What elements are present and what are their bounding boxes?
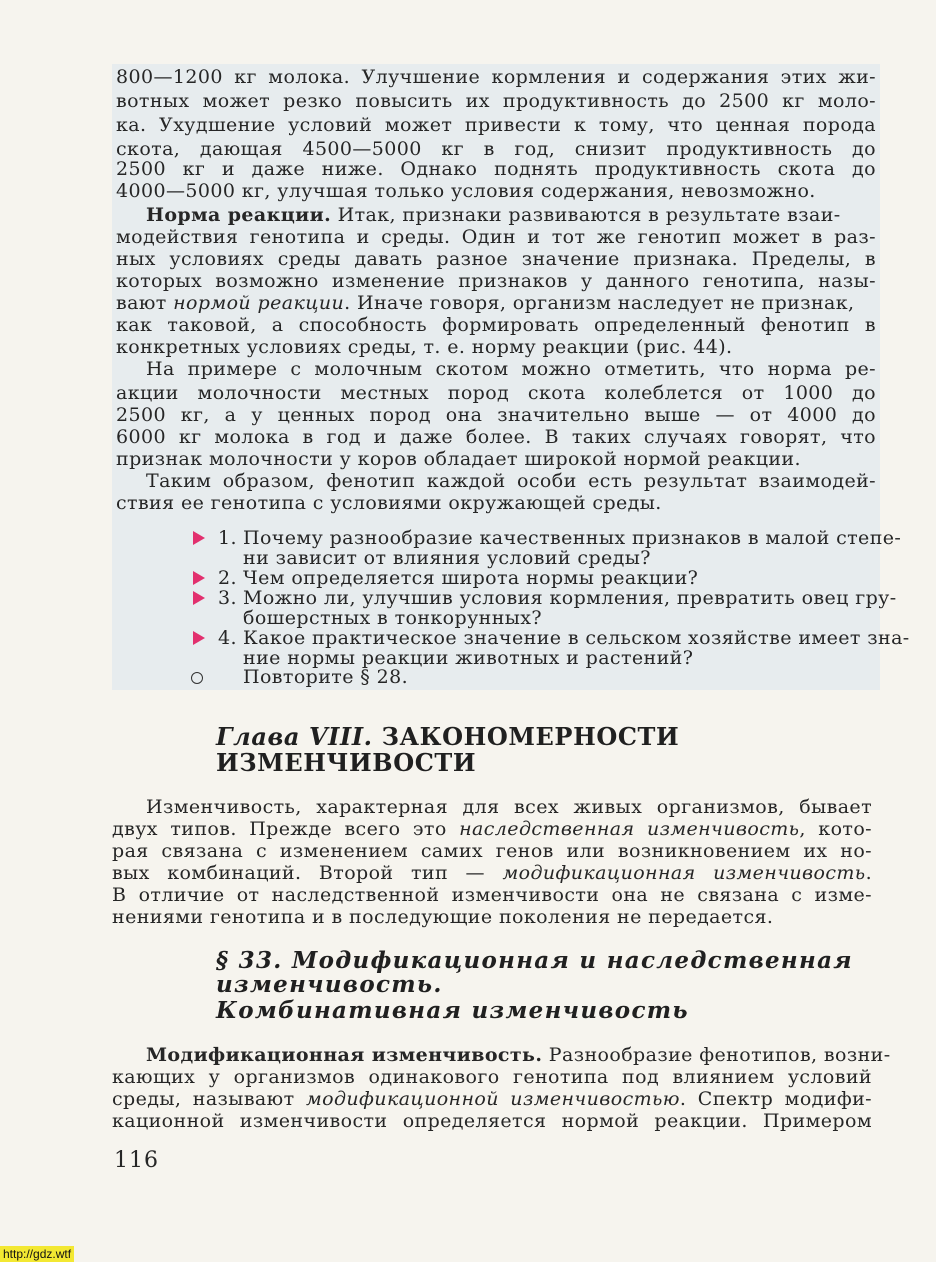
section-title-line-2: изменчивость. <box>216 971 443 998</box>
text-line: 800—1200 кг молока. Улучшение кормления и содержания этих жи- <box>116 66 876 88</box>
text-line: 4000—5000 кг, улучшая только условия содержания, невозможно. <box>116 180 816 202</box>
text-line: рая связана с изменением самих генов или возникновением их но- <box>112 840 872 862</box>
question-number: 1. <box>218 527 237 549</box>
text-line-with-term <box>112 1088 872 1110</box>
question-marker-icon <box>193 631 205 645</box>
text-span: вают <box>116 292 174 314</box>
text-line: конкретных условиях среды, т. е. норму реакции (рис. 44). <box>116 336 733 358</box>
text-line: На примере с молочным скотом можно отметить, что норма ре- <box>146 358 876 380</box>
text-line: акции молочности местных пород скота колеблется от 1000 до <box>116 382 876 404</box>
text-line: модействия генотипа и среды. Один и тот же генотип может в раз- <box>116 226 876 248</box>
text-line: ка. Ухудшение условий может привести к тому, что ценная порода <box>116 114 876 136</box>
repeat-text: Повторите § 28. <box>243 666 409 688</box>
chapter-label: Глава VIII. <box>216 722 373 751</box>
question-text: Можно ли, улучшив условия кормления, превратить овец гру- <box>243 587 897 609</box>
question-number: 4. <box>218 627 237 649</box>
text-line: нениями генотипа и в последующие поколения не передается. <box>112 906 774 928</box>
text-span: двух типов. Прежде всего это <box>112 818 460 840</box>
watermark-label[interactable]: http://gdz.wtf <box>0 1246 74 1262</box>
text-span: . Иначе говоря, организм наследует не признак, <box>344 292 855 314</box>
question-text: бошерстных в тонкорунных? <box>243 607 542 629</box>
text-line: В отличие от наследственной изменчивости она не связана с изме- <box>112 884 872 906</box>
text-line-with-term <box>112 818 872 840</box>
section-title-line-3: Комбинативная изменчивость <box>216 997 689 1024</box>
question-text: Чем определяется широта нормы реакции? <box>243 567 699 589</box>
chapter-title-line-1 <box>216 724 679 750</box>
text-line: ных условиях среды давать разное значение признака. Пределы, в <box>116 248 876 270</box>
text-span: . Спектр модифи- <box>679 1088 872 1110</box>
question-text: ние нормы реакции животных и растений? <box>243 647 694 669</box>
chapter-title-text: ЗАКОНОМЕРНОСТИ <box>381 722 680 751</box>
text-line-with-term <box>116 292 876 314</box>
text-span: , кото- <box>799 818 872 840</box>
norm-term: Норма реакции. <box>146 204 332 226</box>
text-span: Разнообразие фенотипов, возни- <box>548 1044 891 1066</box>
text-line: признак молочности у коров обладает широкой нормой реакции. <box>116 448 801 470</box>
text-line: Изменчивость, характерная для всех живых организмов, бывает <box>146 796 872 818</box>
question-number: 2. <box>218 567 237 589</box>
term-italic: модификационной изменчивостью <box>305 1088 680 1110</box>
question-text: ни зависит от влияния условий среды? <box>243 547 651 569</box>
norm-first-line <box>146 204 876 226</box>
question-marker-icon <box>193 531 205 545</box>
text-span: . <box>865 862 873 884</box>
text-line-with-term <box>112 862 872 884</box>
text-line: которых возможно изменение признаков у данного генотипа, назы- <box>116 270 876 292</box>
text-line: 2500 кг и даже ниже. Однако поднять продуктивность скота до <box>116 158 876 180</box>
text-line: скота, дающая 4500—5000 кг в год, снизит продуктивность до <box>116 138 876 160</box>
mod-term: Модификационная изменчивость. <box>146 1044 543 1066</box>
question-number: 3. <box>218 587 237 609</box>
text-line: ствия ее генотипа с условиями окружающей среды. <box>116 492 662 514</box>
question-marker-icon <box>193 571 205 585</box>
text-line: кационной изменчивости определяется нормой реакции. Примером <box>112 1110 872 1132</box>
text-line: как таковой, а способность формировать определенный фенотип в <box>116 314 876 336</box>
term-italic: наследственная изменчивость <box>459 818 800 840</box>
text-line: 6000 кг молока в год и даже более. В таких случаях говорят, что <box>116 426 876 448</box>
section-title-line-1: § 33. Модификационная и наследственная <box>216 947 853 974</box>
chapter-title-line-2: ИЗМЕНЧИВОСТИ <box>216 748 477 777</box>
text-line: Таким образом, фенотип каждой особи есть результат взаимодей- <box>146 470 876 492</box>
question-marker-icon <box>193 591 205 605</box>
repeat-circle-icon <box>191 672 203 684</box>
text-span: вых комбинаций. Второй тип — <box>112 862 503 884</box>
text-line: вотных может резко повысить их продуктивность до 2500 кг моло- <box>116 90 876 112</box>
norm-line-text: Итак, признаки развиваются в результате взаи- <box>337 204 841 226</box>
term-italic: модификационная изменчивость <box>502 862 866 884</box>
question-text: Почему разнообразие качественных признаков в малой степе- <box>243 527 902 549</box>
question-text: Какое практическое значение в сельском хозяйстве имеет зна- <box>243 627 910 649</box>
term-italic: нормой реакции <box>173 292 345 314</box>
mod-first-line <box>146 1044 891 1066</box>
text-line: кающих у организмов одинакового генотипа под влиянием условий <box>112 1066 872 1088</box>
text-line: 2500 кг, а у ценных пород она значительно выше — от 4000 до <box>116 404 876 426</box>
text-span: среды, называют <box>112 1088 306 1110</box>
page-number: 116 <box>114 1148 159 1173</box>
